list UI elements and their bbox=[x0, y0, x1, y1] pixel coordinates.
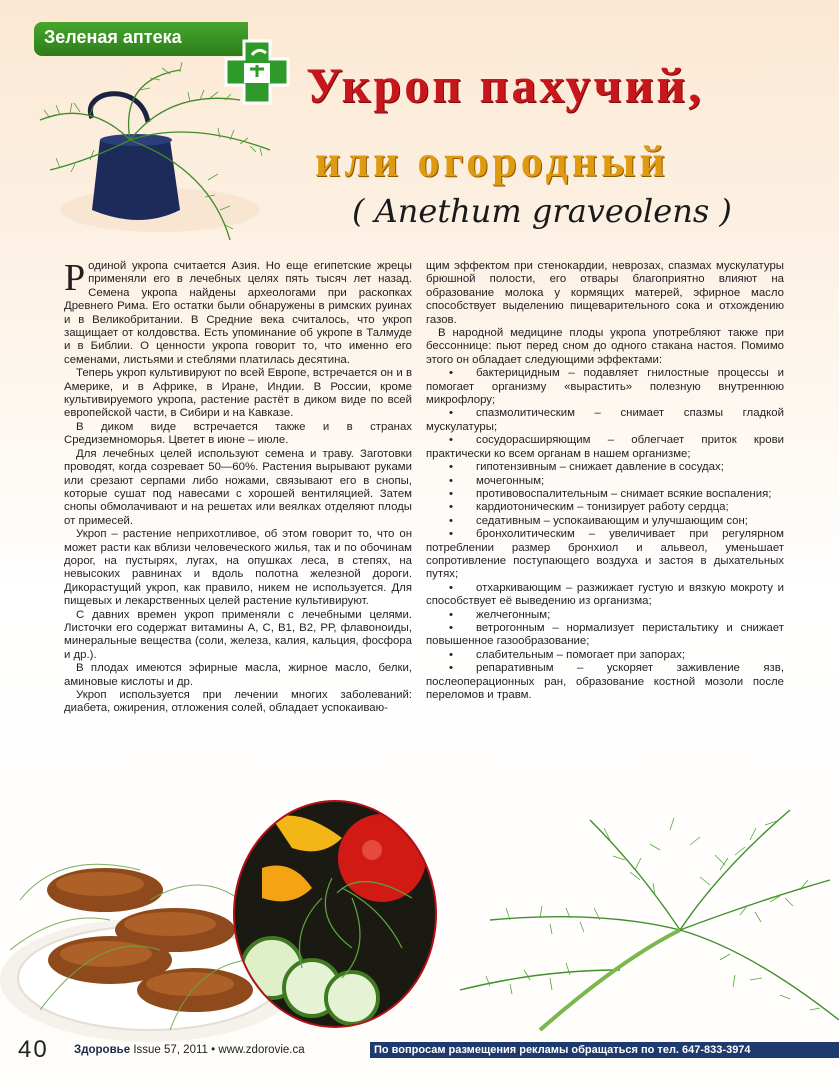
fresh-dill-image bbox=[420, 790, 839, 1036]
paragraph: щим эффектом при стенокардии, неврозах, спазмах мускулатуры брюшной полости, его отвары благоприятно влияют на образование молока у кормящих матерей, эфирное масло способствует выделению пищеварительного сока и отхождению газов. bbox=[426, 260, 784, 326]
list-item: • седативным – успокаивающим и улучшающим сон; bbox=[449, 514, 748, 527]
article-column-left bbox=[64, 257, 412, 716]
paragraph: Укроп – растение неприхотливое, об этом говорит то, что он может расти как вблизи человеческого жилья, так и по обочинам дорог, на пустырях, лугах, на опушках леса, в степях, на невысоких равнинах и вдоль полотна железной дороги. Дикорастущий укроп, как правило, никем не используется. Для пищевых и лекарственных целей растение культивируют. bbox=[64, 528, 412, 608]
paragraph: Укроп используется при лечении многих заболеваний: диабета, ожирения, отложения солей, обладает успокаиваю- bbox=[64, 689, 412, 715]
list-item: • бактерицидным – подавляет гнилостные процессы и помогает организму «вырастить» полезную внутреннюю микрофлору; bbox=[426, 367, 784, 407]
list-item: • мочегонным; bbox=[449, 474, 545, 487]
list-item: • кардиотоническим – тонизирует работу сердца; bbox=[449, 501, 729, 514]
drop-cap: Р bbox=[64, 257, 86, 299]
list-item: • противовоспалительным – снимает всякие воспаления; bbox=[449, 487, 772, 500]
paragraph: В диком виде встречается также и в странах Средиземноморья. Цветет в июне – июле. bbox=[64, 420, 412, 447]
page-number: 40 bbox=[18, 1036, 49, 1063]
section-label bbox=[34, 22, 248, 56]
effects-list bbox=[426, 367, 784, 702]
paragraph: Теперь укроп культивируют по всей Европе, встречается он и в Америке, и в Африке, в Иране, Индии. В России, кроме культивируемого укропа, растение растёт в диком виде по всей европейской части, в Сибири и на Кавказе. bbox=[64, 367, 412, 420]
article-column-right bbox=[426, 260, 784, 702]
paragraph: С давних времен укроп применяли с лечебными целями. Листочки его содержат витамины А, С, В1, В2, РР, флавоноиды, минеральные вещества (соли, железа, калия, кальция, фосфора и др.). bbox=[64, 608, 412, 661]
article-title-line-1: Укроп пахучий, bbox=[306, 57, 704, 113]
page-footer bbox=[0, 1036, 839, 1064]
list-item: • репаративным – ускоряет заживление язв, послеоперационных ран, образование костной мозоли после переломов и травм. bbox=[426, 662, 784, 701]
list-item: • спазмолитическим – снимает спазмы гладкой мускулатуры; bbox=[426, 407, 784, 433]
paragraph: В народной медицине плоды укропа употребляют также при бессоннице: пьют перед сном до одного стакана настоя. Помимо этого он обладает следующими эффектами: bbox=[426, 327, 784, 366]
paragraph: Для лечебных целей используют семена и траву. Заготовки проводят, когда созревает 50—60%. Растения вырывают руками или срезают серпами либо ножами, связывают его в снопы, которые сушат под навесами с хорошей вентиляцией. Затем снопы обмолачивают и на решетах или веялках отделяют плоды от примесей. bbox=[64, 447, 412, 527]
magazine-info: Здоровье Issue 57, 2011 • www.zdorovie.ca bbox=[74, 1044, 305, 1056]
pharmacy-cross-icon bbox=[222, 37, 292, 107]
vegetables-image bbox=[232, 798, 442, 1030]
list-item: • отхаркивающим – разжижает густую и вязкую мокроту и способствует её выведению из организма; bbox=[426, 581, 784, 608]
list-item: • бронхолитическим – увеличивает при регулярном потреблении размер бронхиол и альвеол, уменьшает сопротивление поступающего воздуха и застоя в дыхательных путях; bbox=[426, 528, 784, 581]
list-item: • гипотензивным – снижает давление в сосудах; bbox=[449, 461, 724, 474]
section-label-text: Зеленая аптека bbox=[44, 27, 182, 47]
list-item: • ветрогонным – нормализует перистальтику и снижает повышенное газообразование; bbox=[426, 621, 784, 648]
list-item: • желчегонным; bbox=[449, 608, 551, 621]
ad-contact-banner: По вопросам размещения рекламы обращаться по тел. 647-833-3974 bbox=[370, 1042, 839, 1058]
article-title-line-2: или огородный bbox=[315, 137, 669, 186]
list-item: • сосудорасширяющим – облегчает приток крови практически ко всем органам в нашем организме; bbox=[426, 434, 784, 460]
latin-name: ( Anethum graveolens ) bbox=[352, 192, 732, 230]
paragraph: В плодах имеются эфирные масла, жирное масло, белки, аминовые кислоты и др. bbox=[64, 662, 412, 688]
list-item: • слабительным – помогает при запорах; bbox=[449, 648, 686, 661]
paragraph: Родиной укропа считается Азия. Но еще египетские жрецы применяли его в лечебных целях пять тысяч лет назад. Семена укропа найдены археологами при раскопках Древнего Рима. Его остатки были обнаружены в римских руинах и в Великобритании. В Средние века считалось, что укроп защищает от колдовства. Есть упоминание об укропе в Талмуде и в Библии. О ценности укропа говорит то, что именно его семенами, листьями и стеблями платилась десятина. bbox=[64, 257, 412, 366]
